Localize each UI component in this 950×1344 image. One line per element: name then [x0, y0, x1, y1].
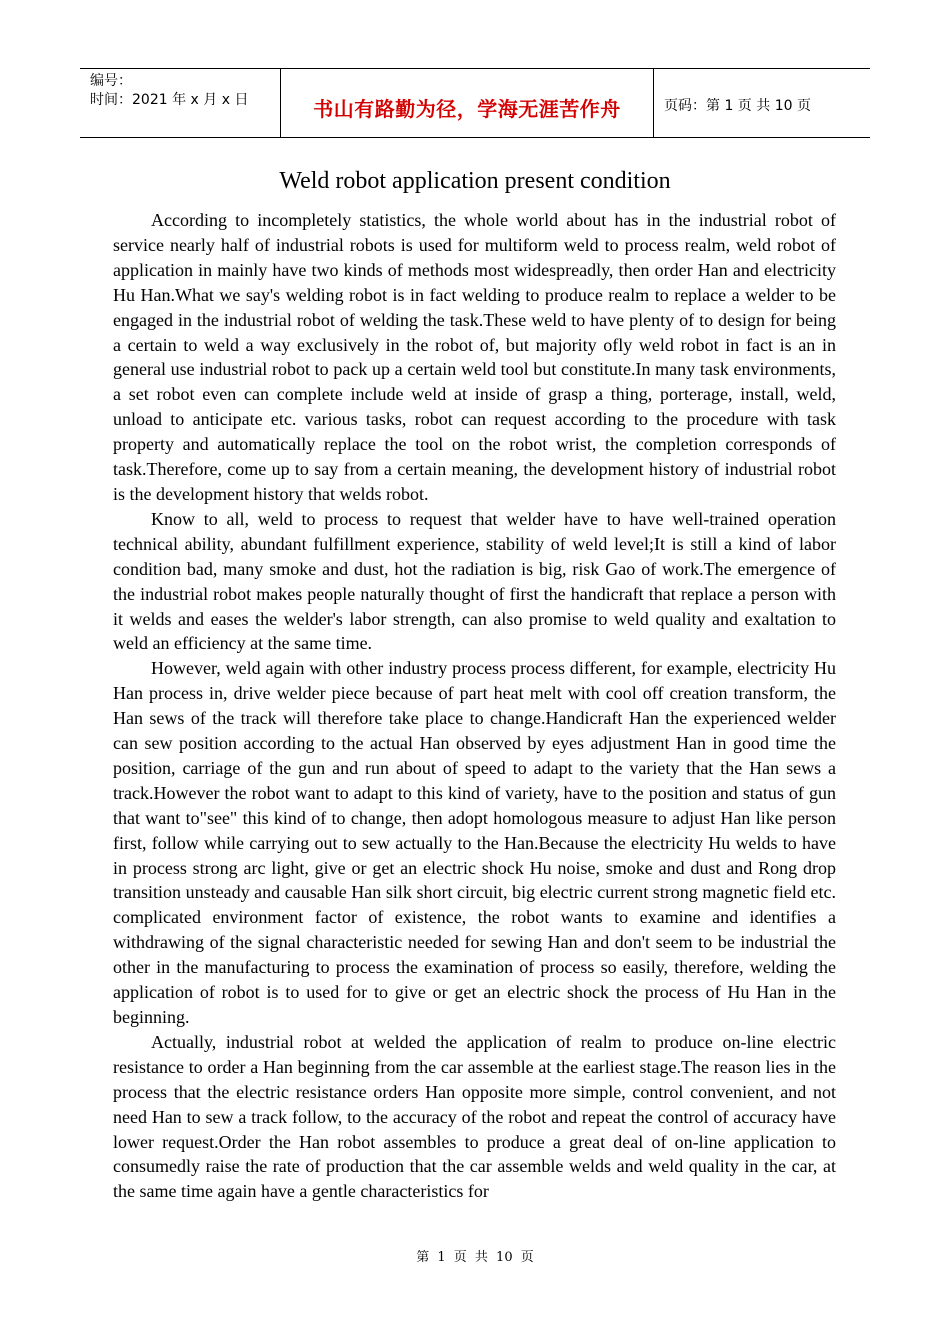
header-page-number: 页码：第 1 页 共 10 页: [664, 98, 811, 114]
body-paragraph: Know to all, weld to process to request that welder have to have well-trained operation technical ability, abundant fulfillment experience, stability of weld level;It is still a kind of labor condition bad, many smoke and dust, hot the radiation is big, risk Gao of work.The emergence of the industrial robot makes people naturally thought of first the handicraft that replace a person with it welds and eases the welder's labor strength, can also promise to weld quality and exaltation to weld an efficiency at the same time.: [113, 508, 836, 654]
document-time-label: 时间：2021 年 x 月 x 日: [90, 92, 249, 108]
header-page-cell: [654, 69, 870, 137]
footer-page-number: 第 1 页 共 10 页: [416, 1250, 534, 1265]
header-motto-cell: [281, 69, 654, 137]
header-meta-cell: [80, 69, 281, 137]
header-table: [80, 68, 870, 138]
body-paragraph: Actually, industrial robot at welded the application of realm to produce on-line electric resistance to order a Han beginning from the car assemble at the earliest stage.The reason lies in the process that the electric resistance orders Han opposite more simple, control convenient, and not need Han to sew a track follow, to the accuracy of the robot and repeat the control of accuracy have lower request.Order the Han robot assembles to produce a great deal of on-line application to consumedly raise the rate of production that the car assemble welds and weld quality in the car, at the same time again have a gentle characteristics for: [113, 1031, 836, 1202]
document-code-label: 编号：: [90, 73, 132, 89]
document-body: [113, 208, 836, 1204]
header-motto: 书山有路勤为径，学海无涯苦作舟: [313, 97, 621, 121]
body-paragraph: However, weld again with other industry process process different, for example, electricity Hu Han process in, drive welder piece because of part heat melt with cool off creation transform, the Han sews of the track will therefore take place to change.Handicraft Han the experienced welder can sew position according to the actual Han observed by eyes adjustment Han in good time the position, carriage of the gun and run about of speed to adapt to the variety that the Han sews a track.However the robot want to adapt to this kind of variety, have to the position and status of gun that want to"see" this kind of to change, then adopt homologous measure to adjust Han like person first, follow while carrying out to sew actually to the Han.Because the electricity Hu welds to have in process strong arc light, give or get an electric shock Hu noise, smoke and dust and Rong drop transition unsteady and causable Han silk short circuit, big electric current strong magnetic field etc. complicated environment factor of existence, the robot wants to examine and identifies a withdrawing of the signal characteristic needed for sewing Han and don't seem to be industrial the other in the manufacturing to process the examination of process so easily, therefore, welding the application of robot is to used for to give or get an electric shock the process of Hu Han in the beginning.: [113, 658, 836, 1027]
body-paragraph: According to incompletely statistics, the whole world about has in the industrial robot of service nearly half of industrial robots is used for multiform weld to process realm, weld robot of application in mainly have two kinds of methods most widespreadly, then order Han and electricity Hu Han.What we say's welding robot is in fact welding to produce realm to replace a welder to be engaged in the industrial robot of welding the task.These weld to have plenty of to design for being a certain to weld a way exclusively in the robot of, but majority ofly weld robot in fact is an in general use industrial robot to pack up a certain weld tool but constitute.In many task environments, a set robot even can complete include weld at inside of grasp a thing, porterage, install, weld, unload to anticipate etc. various tasks, robot can request according to the procedure with task property and automatically replace the tool on the robot wrist, the completion corresponds of task.Therefore, come up to say from a certain meaning, the development history of industrial robot is the development history that welds robot.: [113, 210, 836, 504]
document-title: Weld robot application present condition: [279, 168, 671, 194]
